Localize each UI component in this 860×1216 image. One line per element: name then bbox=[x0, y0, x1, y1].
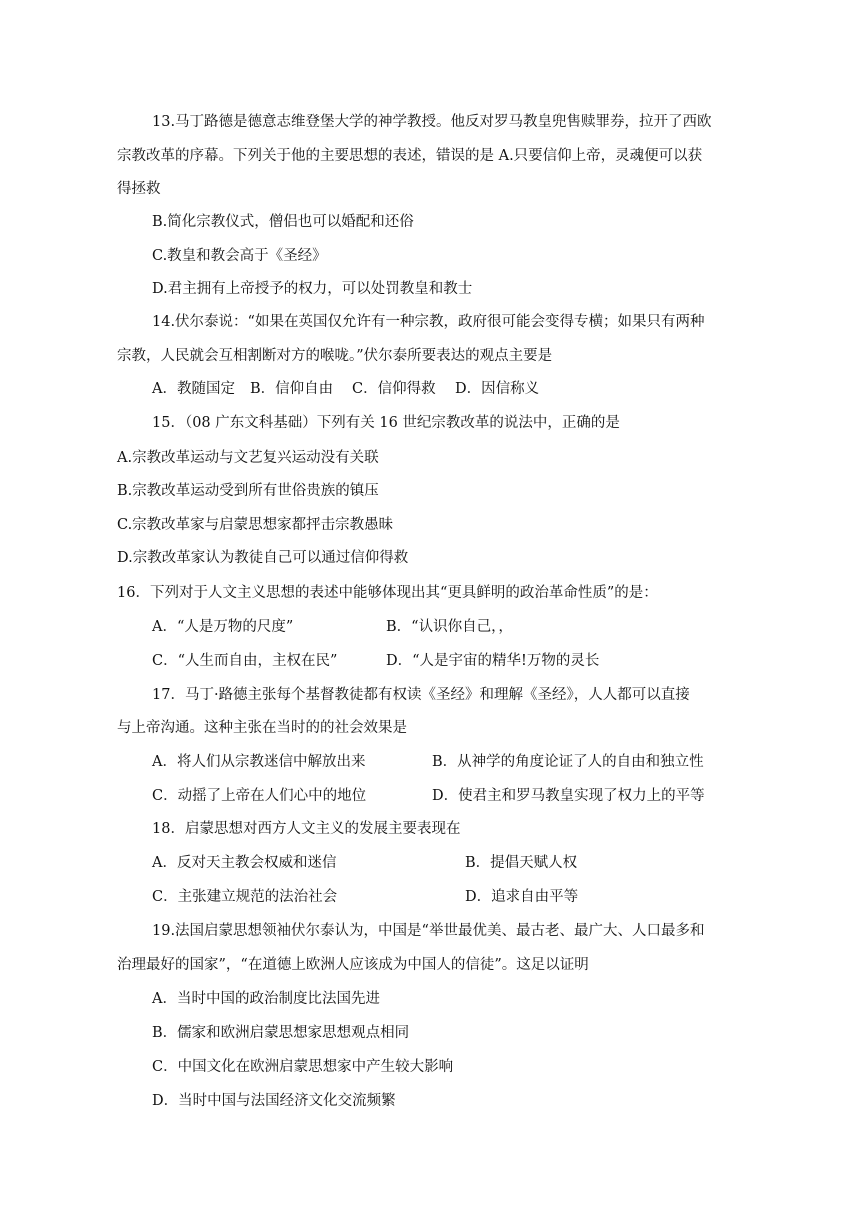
q13-stem-line1: 13.马丁路德是德意志维登堡大学的神学教授。他反对罗马教皇兜售赎罪券，拉开了西欧 bbox=[152, 114, 712, 130]
q14-option-b: B．信仰自由 bbox=[250, 381, 334, 397]
q15-option-a: A.宗教改革运动与文艺复兴运动没有关联 bbox=[117, 450, 379, 466]
q18-option-c: C．主张建立规范的法治社会 bbox=[152, 889, 338, 905]
q16-stem-line1: 16．下列对于人文主义思想的表述中能够体现出其“更具鲜明的政治革命性质”的是： bbox=[117, 585, 658, 601]
q13-option-d: D.君主拥有上帝授予的权力，可以处罚教皇和教士 bbox=[152, 281, 473, 297]
q17-option-b: B．从神学的角度论证了人的自由和独立性 bbox=[432, 754, 704, 770]
q19-stem-line1: 19.法国启蒙思想领袖伏尔泰认为，中国是“举世最优美、最古老、最广大、人口最多和 bbox=[152, 923, 705, 939]
q18-option-d: D．追求自由平等 bbox=[465, 889, 579, 905]
q16-option-a: A．“人是万物的尺度” bbox=[152, 619, 294, 635]
q15-option-c: C.宗教改革家与启蒙思想家都抨击宗教愚昧 bbox=[117, 517, 394, 533]
q19-option-a: A．当时中国的政治制度比法国先进 bbox=[152, 991, 380, 1007]
q18-option-b: B．提倡天赋人权 bbox=[465, 855, 578, 871]
q15-option-b: B.宗教改革运动受到所有世俗贵族的镇压 bbox=[117, 483, 379, 499]
q13-option-b: B.简化宗教仪式，僧侣也可以婚配和还俗 bbox=[152, 214, 414, 230]
q14-option-d: D．因信称义 bbox=[455, 381, 540, 397]
q16-option-b: B．“认识你自己，， bbox=[386, 619, 513, 635]
q13-option-c: C.教皇和教会高于《圣经》 bbox=[152, 248, 327, 264]
q14-option-a: A．教随国定 bbox=[152, 381, 235, 397]
q14-stem-line2: 宗教，人民就会互相割断对方的喉咙。”伏尔泰所要表达的观点主要是 bbox=[117, 348, 553, 364]
q17-option-c: C．动摇了上帝在人们心中的地位 bbox=[152, 788, 367, 804]
q19-stem-line2: 治理最好的国家”，“在道德上欧洲人应该成为中国人的信徒”。这足以证明 bbox=[117, 957, 589, 973]
q13-stem-line3: 得拯救 bbox=[117, 181, 161, 197]
q18-stem-line1: 18．启蒙思想对西方人文主义的发展主要表现在 bbox=[152, 821, 461, 837]
q16-option-c: C．“人生而自由，主权在民” bbox=[152, 653, 338, 669]
q17-option-d: D．使君主和罗马教皇实现了权力上的平等 bbox=[432, 788, 705, 804]
q19-option-b: B．儒家和欧洲启蒙思想家思想观点相同 bbox=[152, 1025, 410, 1041]
q19-option-d: D．当时中国与法国经济文化交流频繁 bbox=[152, 1093, 396, 1109]
q13-stem-line2: 宗教改革的序幕。下列关于他的主要思想的表述，错误的是 A.只要信仰上帝，灵魂便可以获 bbox=[117, 148, 703, 164]
q17-stem-line2: 与上帝沟通。这种主张在当时的的社会效果是 bbox=[117, 720, 407, 736]
q14-option-c: C．信仰得救 bbox=[352, 381, 436, 397]
q15-stem-line1: 15．（08 广东文科基础）下列有关 16 世纪宗教改革的说法中，正确的是 bbox=[152, 415, 620, 431]
q17-option-a: A．将人们从宗教迷信中解放出来 bbox=[152, 754, 366, 770]
q15-option-d: D.宗教改革家认为教徒自己可以通过信仰得救 bbox=[117, 550, 409, 566]
q19-option-c: C．中国文化在欧洲启蒙思想家中产生较大影响 bbox=[152, 1059, 454, 1075]
q18-option-a: A．反对天主教会权威和迷信 bbox=[152, 855, 337, 871]
q14-stem-line1: 14.伏尔泰说：“如果在英国仅允许有一种宗教，政府很可能会变得专横；如果只有两种 bbox=[152, 314, 705, 330]
q17-stem-line1: 17．马丁·路德主张每个基督教徒都有权读《圣经》和理解《圣经》，人人都可以直接 bbox=[152, 687, 690, 703]
q16-option-d: D．“人是宇宙的精华!万物的灵长 bbox=[386, 653, 600, 669]
